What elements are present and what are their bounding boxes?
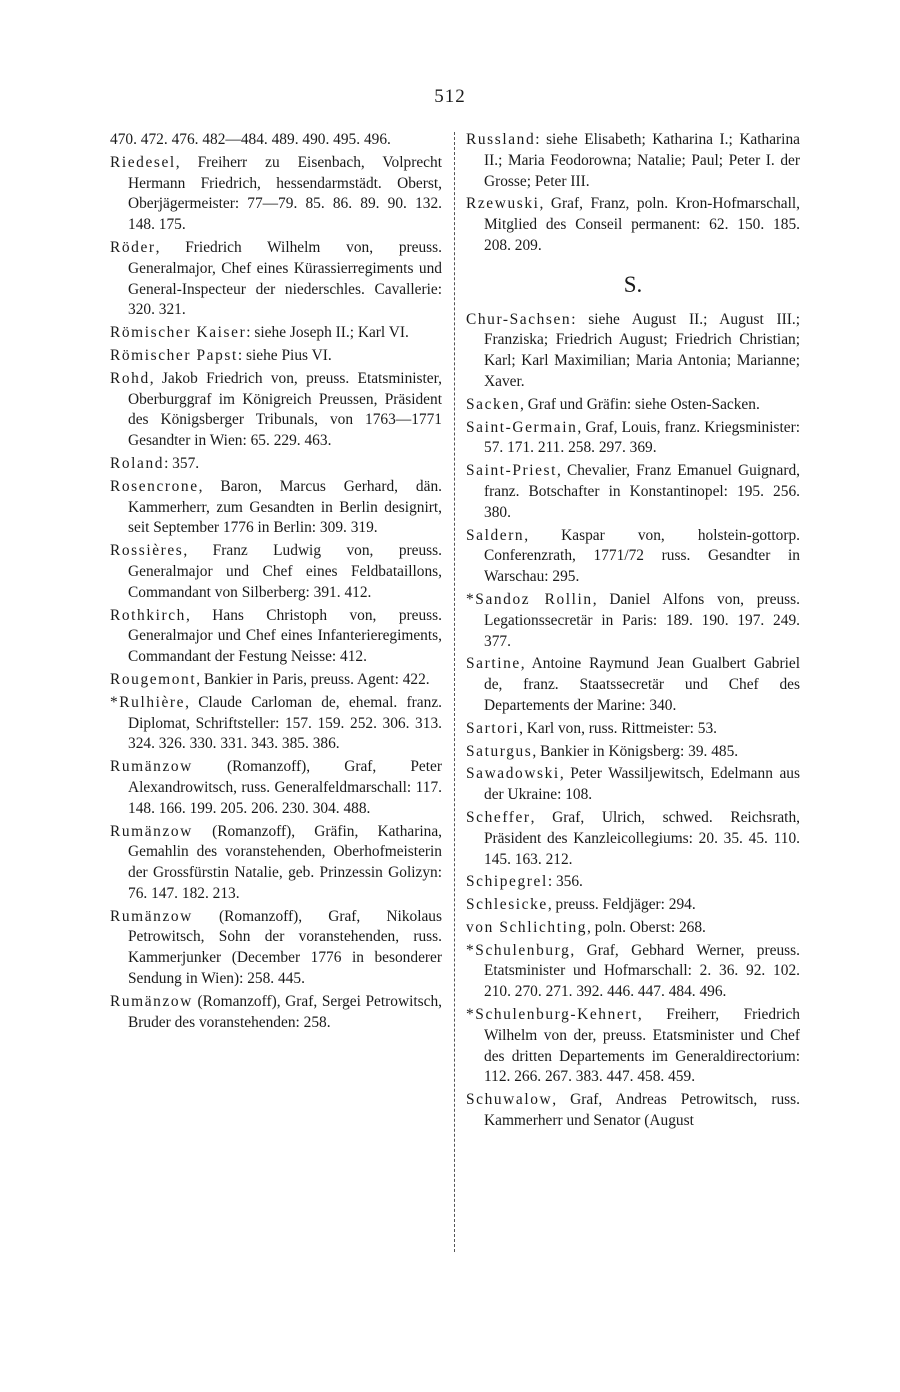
entry-headword: *Schulenburg-Kehnert xyxy=(466,1006,638,1024)
entry-headword: Scheffer xyxy=(466,808,531,826)
entry-text: (Romanzoff), Graf, Nikolaus Petrowitsch, Sohn der voranstehenden, russ. Kammerjunker (December 1776 in besonderer Sendung in Wien): 258. 445. xyxy=(128,907,442,988)
entry-headword: Saint-Germain xyxy=(466,418,578,436)
entry-text: , Graf und Gräfin: siehe Osten-Sacken. xyxy=(520,395,760,413)
index-entry xyxy=(110,992,442,1034)
entry-text: : siehe Joseph II.; Karl VI. xyxy=(246,324,409,342)
entry-text: , Chevalier, Franz Emanuel Guignard, franz. Botschafter in Konstantinopel: 195. 256. 380. xyxy=(484,462,800,521)
entry-text: (Romanzoff), Gräfin, Katharina, Gemahlin des voranstehenden, Oberhofmeisterin der Grossfürstin Natalie, geb. Prinzessin Golizyn: 76. 147. 182. 213. xyxy=(128,822,442,902)
entry-headword: *Schulenburg xyxy=(466,941,571,959)
entry-text: , Graf, Ulrich, schwed. Reichsrath, Präsident des Kanzleicollegiums: 20. 35. 45. 110. 145. 163. 212. xyxy=(484,808,800,868)
entry-headword: Riedesel xyxy=(110,153,176,171)
entry-text: , Graf, Louis, franz. Kriegsminister: 57. 171. 211. 258. 297. 369. xyxy=(484,418,800,457)
entry-headword: Sartori xyxy=(466,719,520,737)
entry-text: , Bankier in Königsberg: 39. 485. xyxy=(532,742,739,760)
entry-text: , Bankier in Paris, preuss. Agent: 422. xyxy=(196,670,430,688)
index-entry xyxy=(466,1005,800,1088)
entry-headword: Rumänzow xyxy=(110,992,193,1010)
entry-headword: Schipegrel xyxy=(466,873,548,891)
index-entry xyxy=(466,130,800,192)
index-entry xyxy=(110,670,442,691)
entry-text: , Kaspar von, holstein-gottorp. Conferenzrath, 1771/72 russ. Gesandter in Warschau: 295. xyxy=(484,526,800,586)
index-entry xyxy=(466,310,800,393)
index-entry xyxy=(466,590,800,652)
entry-headword: Sacken xyxy=(466,395,521,413)
entry-text: (Romanzoff), Graf, Peter Alexandrowitsch, russ. Generalfeldmarschall: 117. 148. 166. 199. 205. 206. 230. 304. 488. xyxy=(128,758,442,817)
entry-headword: Roland xyxy=(110,454,165,472)
page-number: 512 xyxy=(434,86,466,107)
entry-text: 470. 472. 476. 482—484. 489. 490. 495. 496. xyxy=(110,131,391,148)
index-entry xyxy=(110,454,442,475)
index-entry xyxy=(466,872,800,893)
entry-text: , Friedrich Wilhelm von, preuss. Generalmajor, Chef eines Kürassierregiments und General-Inspecteur der niederschles. Cavallerie: 320. 321. xyxy=(128,238,442,319)
index-entry xyxy=(110,541,442,603)
entry-headword: Rohd xyxy=(110,369,150,387)
entry-text: , preuss. Feldjäger: 294. xyxy=(547,896,696,914)
index-entry xyxy=(110,346,442,367)
left-column xyxy=(110,130,442,1035)
entry-headword: Saint-Priest xyxy=(466,462,558,480)
section-letter: S. xyxy=(623,271,643,297)
right-column xyxy=(466,130,800,1134)
entry-headword: Schuwalow xyxy=(466,1091,553,1109)
entry-headword: Römischer Kaiser xyxy=(110,324,247,342)
entry-headword: *Rulhière xyxy=(110,693,186,711)
entry-headword: Rosencrone xyxy=(110,477,199,495)
index-entry xyxy=(110,369,442,452)
entry-headword: Russland xyxy=(466,131,536,148)
entry-text: , Claude Carloman de, ehemal. franz. Diplomat, Schriftsteller: 157. 159. 252. 306. 313. 324. 326. 330. 331. 343. 385. 386. xyxy=(128,693,442,753)
index-entry xyxy=(466,764,800,806)
entry-text: : 356. xyxy=(547,873,583,891)
index-entry xyxy=(466,194,800,256)
index-entry xyxy=(110,907,442,990)
index-entry xyxy=(110,153,442,236)
index-entry xyxy=(110,323,442,344)
entry-text: , Daniel Alfons von, preuss. Legationssecretär in Paris: 189. 190. 197. 249. 377. xyxy=(484,590,800,650)
entry-text: , Karl von, russ. Rittmeister: 53. xyxy=(519,719,718,737)
entry-headword: Rumänzow xyxy=(110,822,193,840)
entry-headword: Rossières xyxy=(110,542,184,560)
entry-headword: von Schlichting xyxy=(466,918,588,936)
index-entry xyxy=(110,130,442,151)
entry-text: , Graf, Franz, poln. Kron-Hofmarschall, Mitglied des Conseil permanent: 62. 150. 185. 208. 209. xyxy=(484,195,800,254)
entry-text: , Graf, Gebhard Werner, preuss. Etatsminister und Hofmarschall: 2. 36. 92. 102. 210. 270. 271. 392. 446. 447. 484. 496. xyxy=(484,941,800,1001)
index-entry xyxy=(466,461,800,523)
entry-headword: Sawadowski xyxy=(466,765,560,783)
entry-text: : siehe August II.; August III.; Franziska; Friedrich August; Friedrich Christian; Karl; Karl Maximilian; Maria Antonia; Marianne; Xaver. xyxy=(484,310,800,390)
entry-headword: Rumänzow xyxy=(110,907,193,925)
index-entry xyxy=(110,606,442,668)
entry-headword: Rumänzow xyxy=(110,758,193,776)
index-entry xyxy=(466,1090,800,1132)
entry-text: , Freiherr, Friedrich Wilhelm von der, preuss. Etatsminister und Chef des dritten Departements im Generaldirectorium: 112. 266. 267. 383. 447. 458. 459. xyxy=(484,1006,800,1086)
entry-headword: Röder xyxy=(110,238,156,256)
entry-headword: Chur-Sachsen xyxy=(466,310,572,328)
index-entry xyxy=(110,757,442,819)
index-entry xyxy=(466,654,800,716)
index-entry xyxy=(110,822,442,905)
entry-text: , Graf, Andreas Petrowitsch, russ. Kammerherr und Senator (August xyxy=(484,1091,800,1130)
index-entry xyxy=(110,693,442,755)
index-entry xyxy=(466,808,800,870)
index-entry xyxy=(466,895,800,916)
entry-text: , Franz Ludwig von, preuss. Generalmajor und Chef eines Feldbataillons, Commandant von Silberberg: 391. 412. xyxy=(128,542,442,601)
index-entry xyxy=(466,418,800,460)
entry-headword: Saturgus xyxy=(466,742,533,760)
entry-text: , Freiherr zu Eisenbach, Volprecht Hermann Friedrich, hessendarmstädt. Oberst, Oberjägermeister: 77—79. 85. 86. 89. 90. 132. 148. 175. xyxy=(128,153,442,234)
entry-headword: Rothkirch xyxy=(110,606,186,624)
entry-headword: Rougemont xyxy=(110,670,197,688)
index-entry xyxy=(110,238,442,321)
entry-text: , Hans Christoph von, preuss. Generalmajor und Chef eines Infanterieregiments, Commandant der Festung Neisse: 412. xyxy=(128,606,442,666)
entry-headword: Schlesicke xyxy=(466,896,548,914)
entry-headword: Saldern xyxy=(466,526,525,544)
entry-headword: Römischer Papst xyxy=(110,346,238,364)
entry-text: , Antoine Raymund Jean Gualbert Gabriel de, franz. Staatssecretär und Chef des Departements der Marine: 340. xyxy=(484,655,800,714)
entry-text: , Baron, Marcus Gerhard, dän. Kammerherr, zum Gesandten in Berlin designirt, seit September 1776 in Berlin: 309. 319. xyxy=(128,477,442,537)
entry-text: , poln. Oberst: 268. xyxy=(587,918,706,936)
entry-headword: Sartine xyxy=(466,655,521,673)
index-entry xyxy=(110,477,442,539)
entry-text: : 357. xyxy=(164,454,200,472)
entry-text: (Romanzoff), Graf, Sergei Petrowitsch, Bruder des voranstehenden: 258. xyxy=(128,992,442,1031)
index-entry xyxy=(466,742,800,763)
entry-text: : siehe Pius VI. xyxy=(237,346,332,364)
index-entry xyxy=(466,918,800,939)
column-divider xyxy=(454,132,455,1252)
entry-headword: *Sandoz Rollin xyxy=(466,590,593,608)
entry-text: , Jakob Friedrich von, preuss. Etatsminister, Oberburggraf im Königreich Preussen, Präsident des Königsberger Tribunals, von 1763—1771 Gesandter in Wien: 65. 229. 463. xyxy=(128,369,442,450)
entry-text: : siehe Elisabeth; Katharina I.; Katharina II.; Maria Feodorowna; Natalie; Paul; Peter I. der Grosse; Peter III. xyxy=(484,131,800,190)
index-entry xyxy=(466,941,800,1003)
entry-headword: Rzewuski xyxy=(466,195,540,213)
entry-text: , Peter Wassiljewitsch, Edelmann aus der Ukraine: 108. xyxy=(484,765,800,804)
index-entry xyxy=(466,526,800,588)
index-entry xyxy=(466,395,800,416)
index-entry xyxy=(466,719,800,740)
